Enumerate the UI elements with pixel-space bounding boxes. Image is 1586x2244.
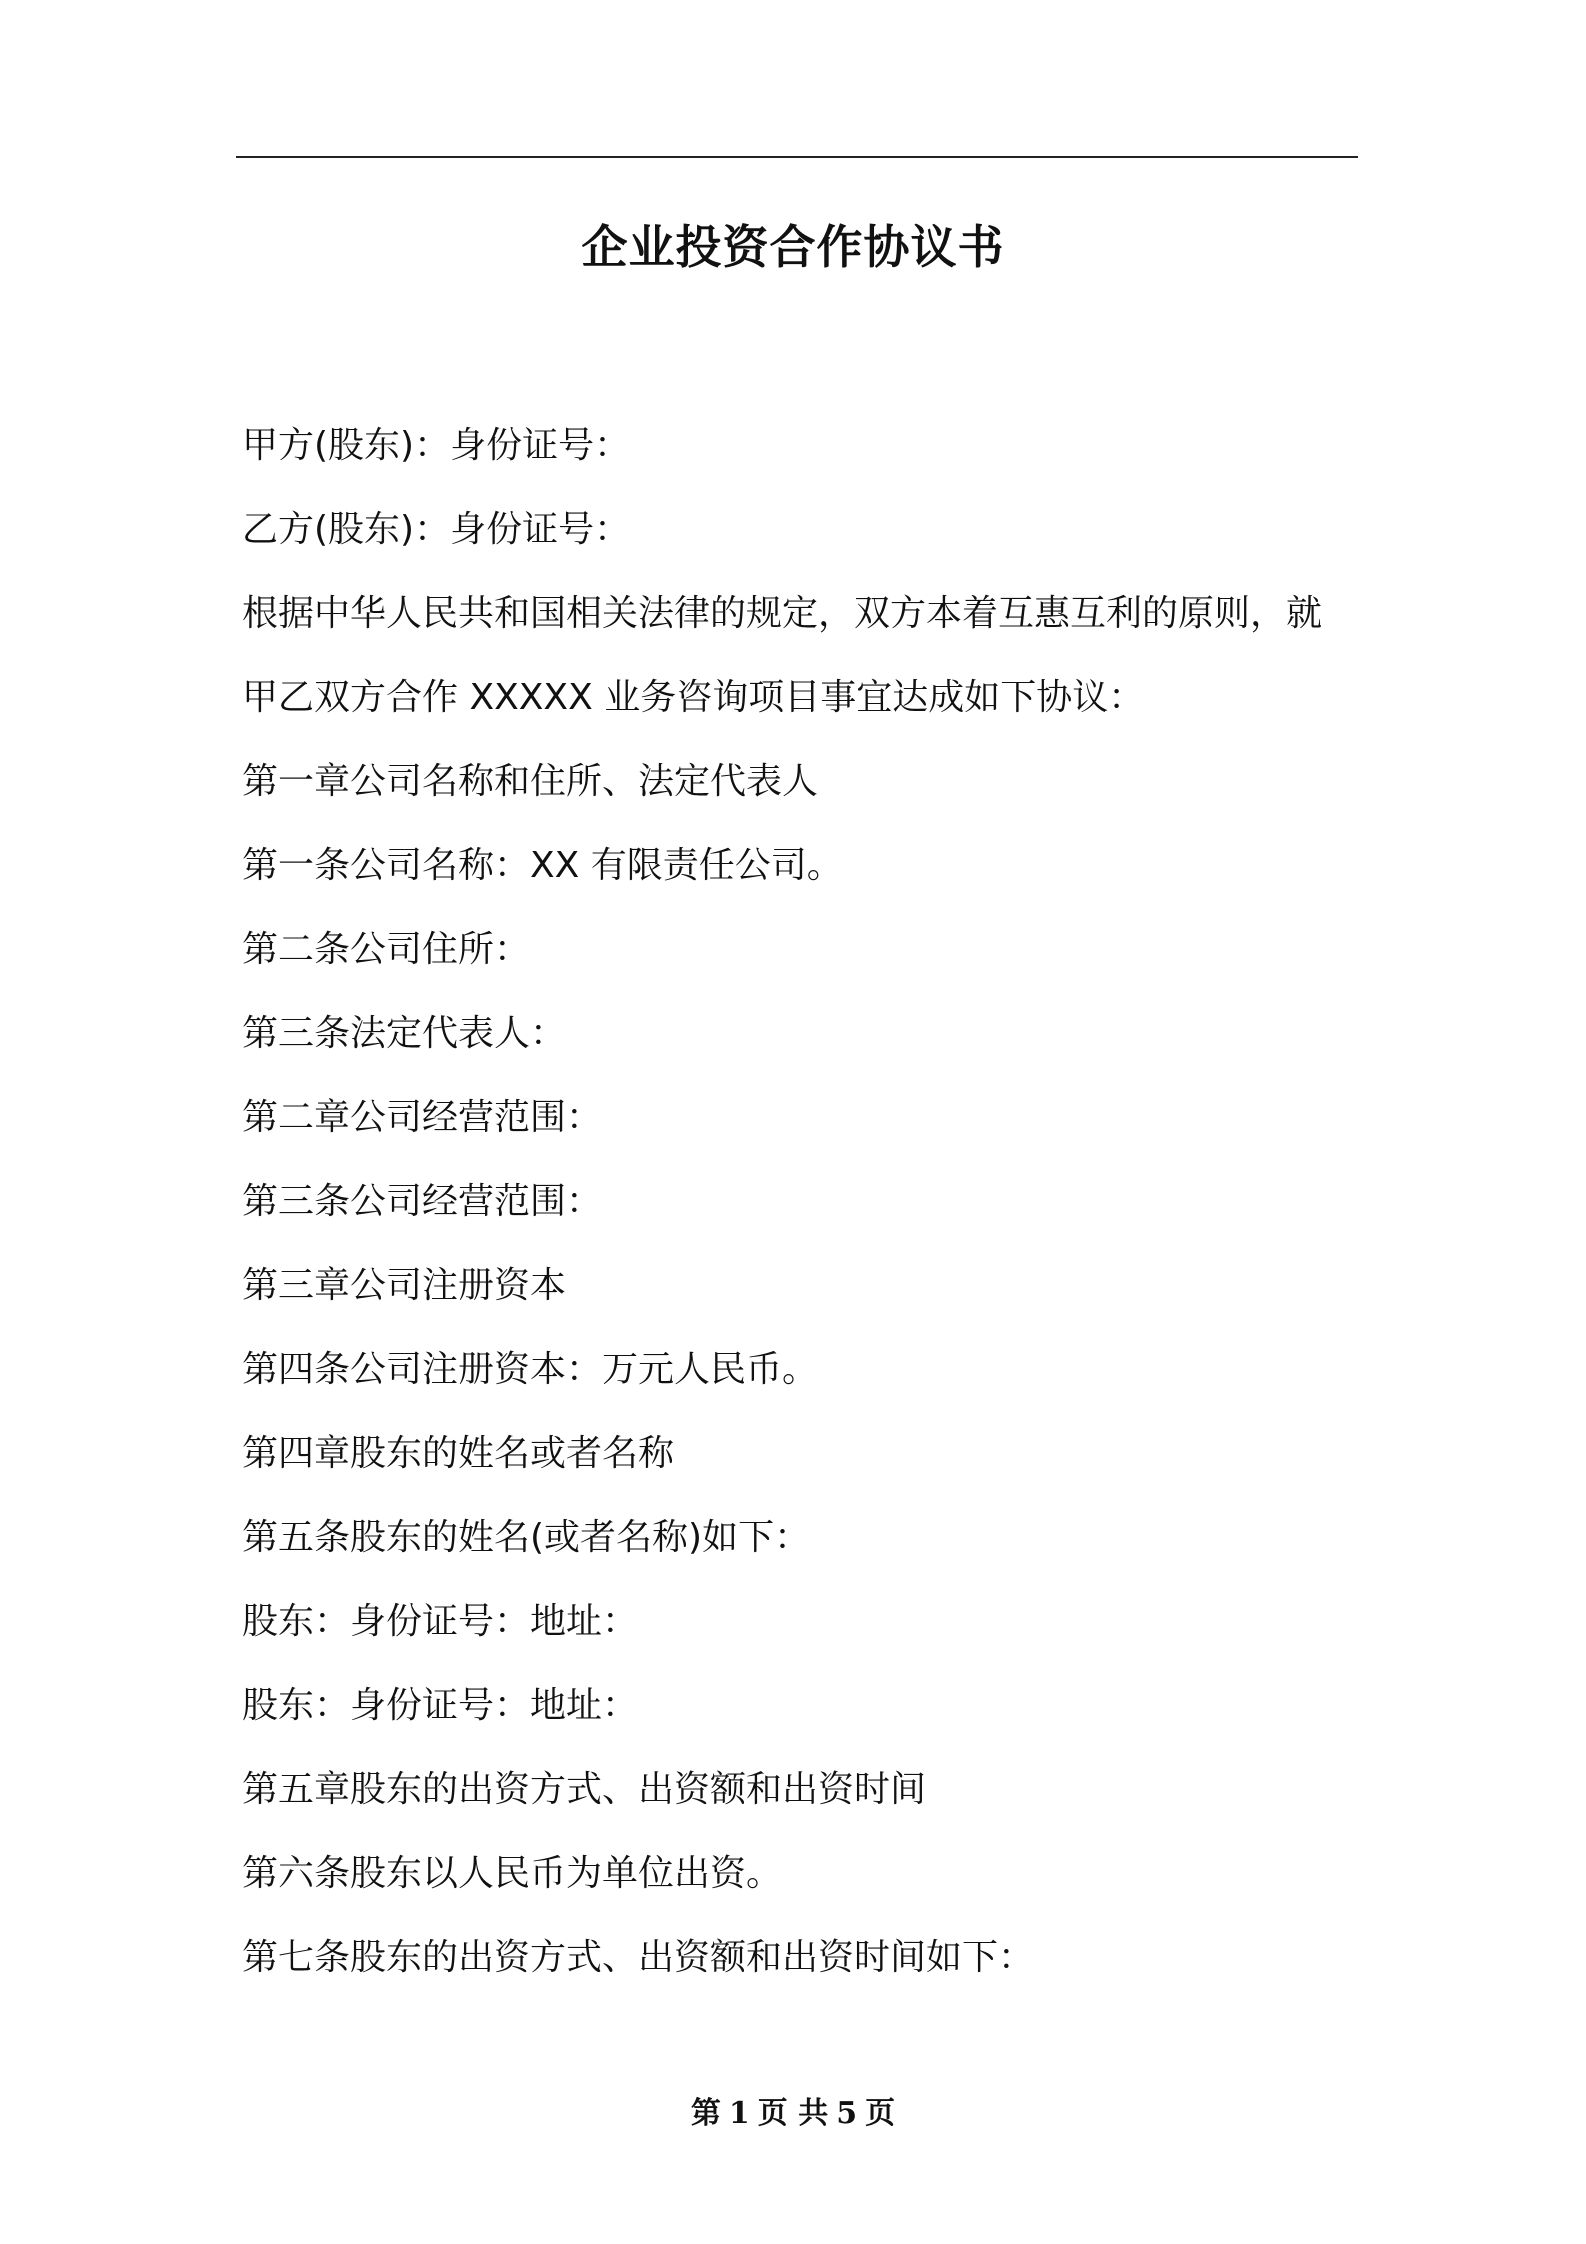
- body-line: 股东：身份证号：地址：: [242, 1601, 639, 1642]
- body-line: 第一条公司名称：XX 有限责任公司。: [242, 845, 843, 886]
- body-line: 乙方(股东)：身份证号：: [242, 509, 631, 550]
- body-line: 第四章股东的姓名或者名称: [242, 1433, 675, 1474]
- page-middle: 页 共: [757, 2096, 829, 2131]
- body-line: 第二章公司经营范围：: [242, 1097, 603, 1138]
- body-line: 甲乙双方合作 XXXXX 业务咨询项目事宜达成如下协议：: [242, 677, 1145, 718]
- page-number: 1: [728, 2096, 750, 2131]
- page-prefix: 第: [690, 2096, 721, 2131]
- document-title: 企业投资合作协议书: [581, 220, 1005, 274]
- body-line: 第三条公司经营范围：: [242, 1181, 603, 1222]
- body-line: 根据中华人民共和国相关法律的规定，双方本着互惠互利的原则，就: [242, 593, 1323, 634]
- body-line: 股东：身份证号：地址：: [242, 1685, 639, 1726]
- body-line: 第五章股东的出资方式、出资额和出资时间: [242, 1769, 927, 1810]
- page-suffix: 页: [865, 2096, 896, 2131]
- body-line: 甲方(股东)：身份证号：: [242, 425, 631, 466]
- body-line: 第二条公司住所：: [242, 929, 531, 970]
- body-line: 第三章公司注册资本: [242, 1265, 567, 1306]
- document-body: [242, 404, 1372, 2000]
- body-line: 第三条法定代表人：: [242, 1013, 567, 1054]
- page-footer: [0, 2092, 1586, 2136]
- body-line: 第七条股东的出资方式、出资额和出资时间如下：: [242, 1937, 1035, 1978]
- body-line: 第六条股东以人民币为单位出资。: [242, 1853, 783, 1894]
- body-line: 第一章公司名称和住所、法定代表人: [242, 761, 819, 802]
- header-rule: [236, 156, 1358, 158]
- body-line: 第五条股东的姓名(或者名称)如下：: [242, 1517, 811, 1558]
- body-line: 第四条公司注册资本：万元人民币。: [242, 1349, 819, 1390]
- page-total: 5: [836, 2096, 858, 2131]
